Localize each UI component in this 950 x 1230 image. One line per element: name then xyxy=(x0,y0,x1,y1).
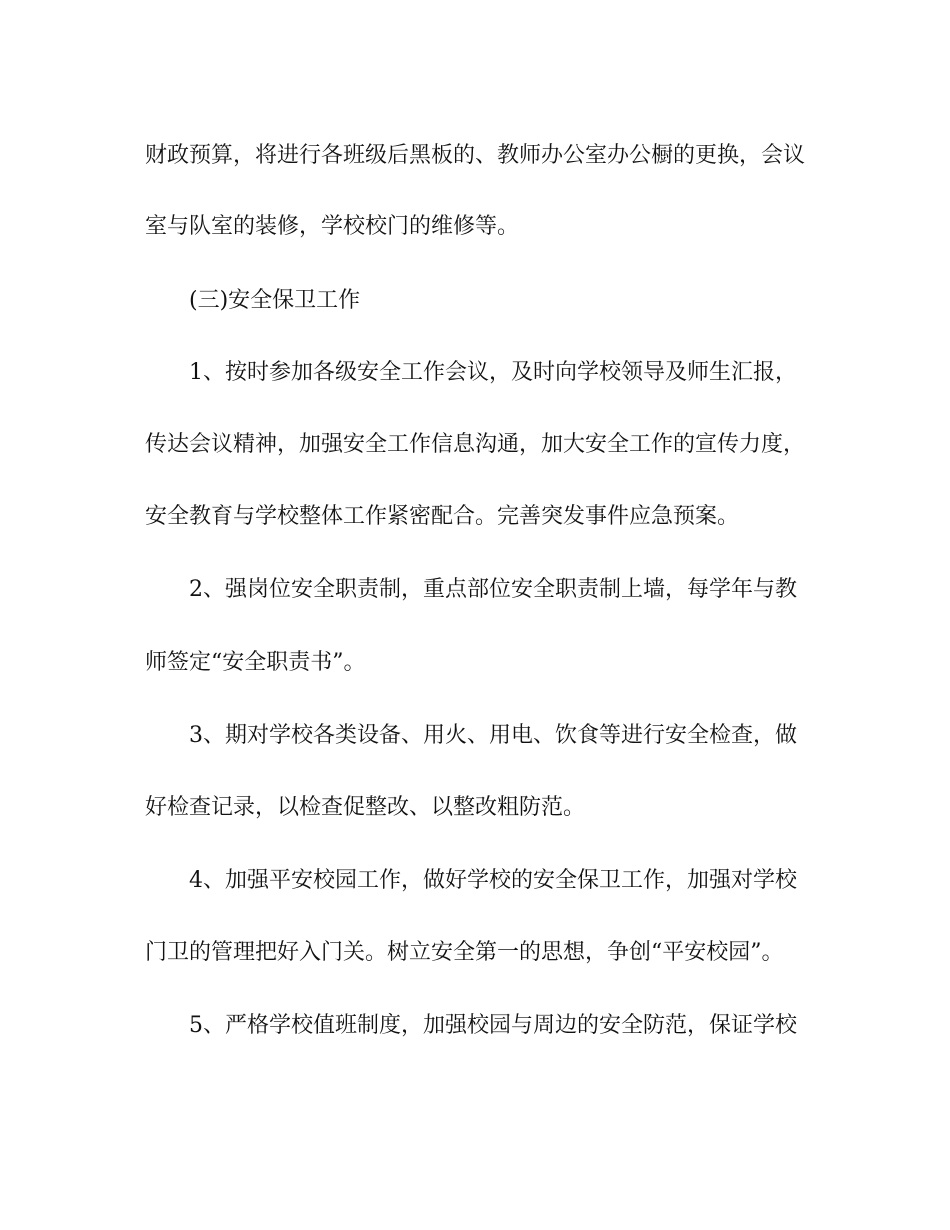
section-heading: (三)安全保卫工作 xyxy=(189,288,361,313)
body-text-line: 财政预算，将进行各班级后黑板的、教师办公室办公橱的更换，会议 xyxy=(145,143,806,168)
body-text-line: 传达会议精神，加强安全工作信息沟通，加大安全工作的宣传力度， xyxy=(145,432,806,457)
list-item-1-line: 1、按时参加各级安全工作会议，及时向学校领导及师生汇报， xyxy=(189,360,797,385)
body-text-line: 好检查记录，以检查促整改、以整改粗防范。 xyxy=(145,795,586,820)
list-item-3-line: 3、期对学校各类设备、用火、用电、饮食等进行安全检查，做 xyxy=(189,723,797,748)
list-item-2-line: 2、强岗位安全职责制，重点部位安全职责制上墙，每学年与教 xyxy=(189,577,797,602)
body-text-line: 师签定“安全职责书”。 xyxy=(145,650,366,675)
body-text-line: 室与队室的装修，学校校门的维修等。 xyxy=(145,214,520,239)
list-item-5-line: 5、严格学校值班制度，加强校园与周边的安全防范，保证学校 xyxy=(189,1013,797,1038)
body-text-line: 安全教育与学校整体工作紧密配合。完善突发事件应急预案。 xyxy=(145,504,740,529)
list-item-4-line: 4、加强平安校园工作，做好学校的安全保卫工作，加强对学校 xyxy=(189,868,797,893)
body-text-line: 门卫的管理把好入门关。树立安全第一的思想，争创“平安校园”。 xyxy=(145,940,784,965)
